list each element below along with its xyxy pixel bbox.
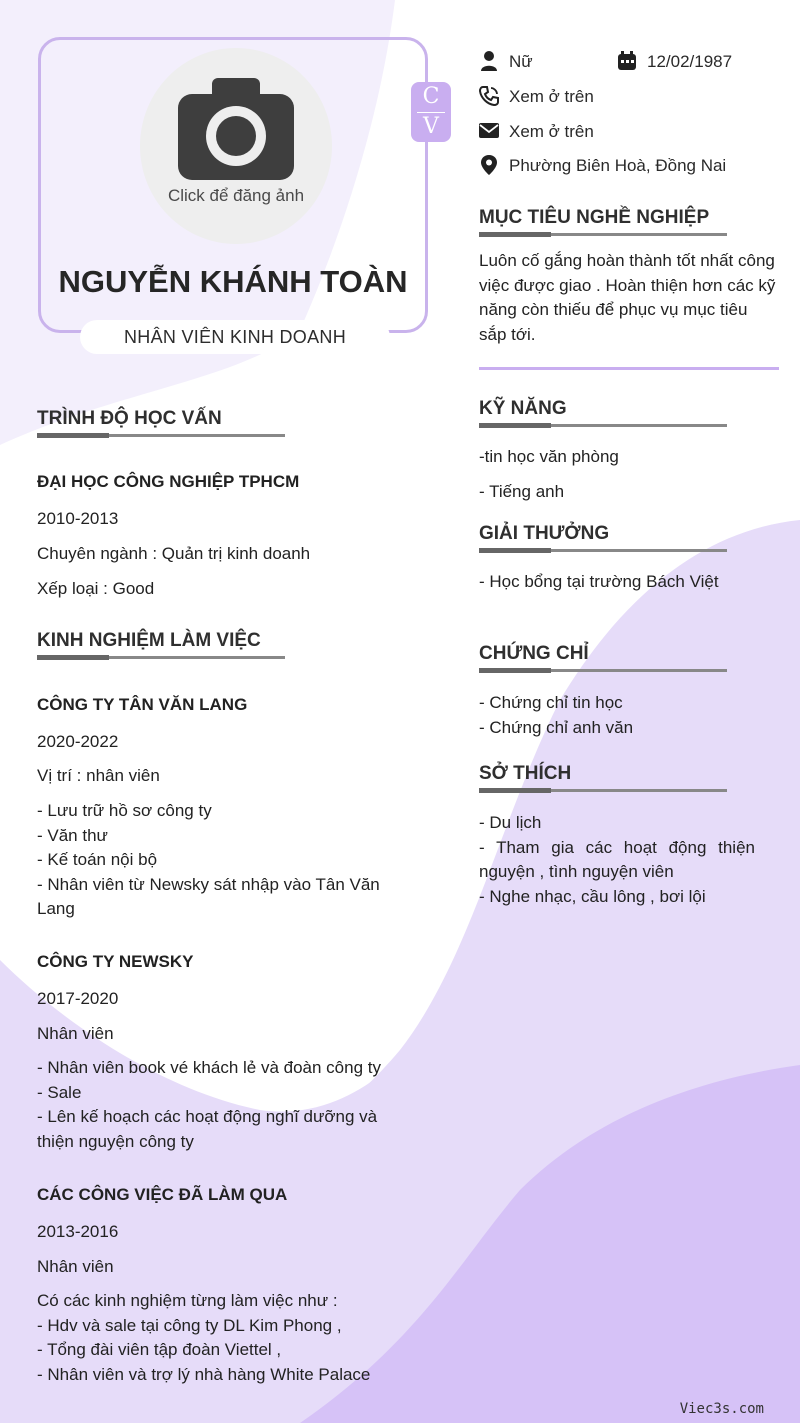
job-title-pill: [80, 320, 390, 354]
job-title: NHÂN VIÊN KINH DOANH: [123, 327, 347, 347]
section-skills: [479, 398, 567, 420]
hobbies-underline-accent: [479, 788, 551, 793]
job-detail-line: - Hdv và sale tại công ty DL Kim Phong ,: [37, 1315, 342, 1335]
section-education: [37, 408, 222, 430]
job-detail-line: thiện nguyện công ty: [37, 1131, 194, 1151]
experience-underline-accent: [37, 655, 109, 660]
certificate-item: - Chứng chỉ anh văn: [479, 717, 634, 737]
awards-underline-accent: [479, 548, 551, 553]
job-detail-line: Có các kinh nghiệm từng làm việc như :: [37, 1291, 338, 1310]
education-school: ĐẠI HỌC CÔNG NGHIỆP TPHCM: [37, 472, 300, 491]
person-icon: [479, 50, 499, 72]
photo-upload[interactable]: [140, 48, 332, 244]
skill-item: - Tiếng anh: [479, 482, 565, 501]
camera-icon: [178, 78, 294, 182]
photo-caption: Click để đăng ảnh: [167, 186, 305, 205]
section-certificates: [479, 643, 589, 665]
education-grade: Xếp loại : Good: [37, 579, 155, 598]
skill-item: -tin học văn phòng: [479, 447, 619, 466]
section-hobbies: [479, 763, 571, 785]
cv-badge-divider: [417, 112, 445, 113]
job-detail-line: - Văn thư: [37, 825, 108, 845]
phone-icon: [479, 85, 499, 107]
section-experience: [37, 630, 261, 652]
section-objective: [479, 207, 709, 229]
job-detail-line: - Sale: [37, 1082, 82, 1102]
job-period: 2013-2016: [37, 1222, 119, 1241]
certificates-heading: CHỨNG CHỈ: [479, 643, 589, 664]
job-role: Nhân viên: [37, 1257, 114, 1276]
objective-line: sắp tới.: [479, 324, 536, 344]
job-role: Vị trí : nhân viên: [37, 766, 160, 785]
job-detail-line: - Nhân viên book vé khách lẻ và đoàn công ty: [37, 1058, 381, 1077]
job-company: CÔNG TY NEWSKY: [37, 952, 194, 971]
phone-value: Xem ở trên: [509, 87, 594, 106]
job-detail-line: - Tổng đài viên tập đoàn Viettel ,: [37, 1340, 282, 1359]
section-awards: [479, 523, 609, 545]
cv-badge-v: V: [423, 114, 439, 139]
job-detail-line: - Lên kế hoạch các hoạt động nghĩ dưỡng và: [37, 1107, 378, 1126]
skills-heading: KỸ NĂNG: [479, 398, 567, 419]
job-detail-line: - Kế toán nội bộ: [37, 850, 158, 869]
full-name: NGUYỄN KHÁNH TOÀN: [58, 264, 408, 299]
hobby-item: - Du lịch: [479, 813, 542, 832]
calendar-icon: [617, 50, 637, 72]
job-company: CÁC CÔNG VIỆC ĐÃ LÀM QUA: [37, 1185, 288, 1204]
hobbies-heading: SỞ THÍCH: [479, 763, 572, 784]
gender-value: Nữ: [509, 52, 533, 71]
job-period: 2017-2020: [37, 989, 119, 1008]
awards-heading: GIẢI THƯỞNG: [479, 523, 610, 544]
hobby-list: [479, 811, 755, 909]
objective-underline-accent: [479, 232, 551, 237]
job-role: Nhân viên: [37, 1024, 114, 1043]
job-detail-line: - Nhân viên và trợ lý nhà hàng White Palace: [37, 1364, 371, 1384]
address-value: Phường Biên Hoà, Đồng Nai: [509, 156, 727, 175]
objective-line: việc được giao . Hoàn thiện hơn các kỹ: [479, 275, 776, 295]
certificates-underline-accent: [479, 668, 551, 673]
experience-heading: KINH NGHIỆM LÀM VIỆC: [37, 630, 261, 651]
job-detail-line: - Lưu trữ hồ sơ công ty: [37, 801, 212, 820]
objective-line: Luôn cố gắng hoàn thành tốt nhất công: [479, 251, 775, 270]
job-details: [37, 1289, 370, 1387]
certificate-item: - Chứng chỉ tin học: [479, 693, 623, 712]
footer-watermark: Viec3s.com: [679, 1401, 764, 1417]
education-underline-accent: [37, 433, 109, 438]
hobby-item: - Tham gia các hoạt động thiện nguyện , tình nguyện viên: [479, 837, 755, 881]
email-value: Xem ở trên: [509, 122, 594, 141]
envelope-icon: [479, 120, 499, 142]
education-period: 2010-2013: [37, 509, 119, 528]
job-detail-line: Lang: [37, 899, 75, 918]
job-company: CÔNG TY TÂN VĂN LANG: [37, 695, 248, 714]
objective-divider: [479, 367, 779, 370]
cv-badge: [411, 82, 451, 142]
certificate-list: [479, 691, 633, 740]
objective-line: năng còn thiếu để phục vụ mục tiêu: [479, 300, 748, 319]
job-detail-line: - Nhân viên từ Newsky sát nhập vào Tân Văn: [37, 874, 380, 894]
objective-heading: MỤC TIÊU NGHỀ NGHIỆP: [479, 207, 710, 228]
award-item: - Học bổng tại trường Bách Việt: [479, 572, 719, 591]
map-pin-icon: [479, 154, 499, 176]
job-details: [37, 1056, 381, 1154]
education-heading: TRÌNH ĐỘ HỌC VẤN: [37, 408, 222, 429]
cv-badge-c: C: [422, 84, 440, 109]
skills-underline-accent: [479, 423, 551, 428]
hobby-item: - Nghe nhạc, cầu lông , bơi lội: [479, 886, 706, 906]
job-period: 2020-2022: [37, 732, 119, 751]
job-details: [37, 799, 380, 922]
dob-value: 12/02/1987: [647, 52, 733, 71]
education-major: Chuyên ngành : Quản trị kinh doanh: [37, 544, 311, 563]
objective-text: [479, 249, 775, 347]
